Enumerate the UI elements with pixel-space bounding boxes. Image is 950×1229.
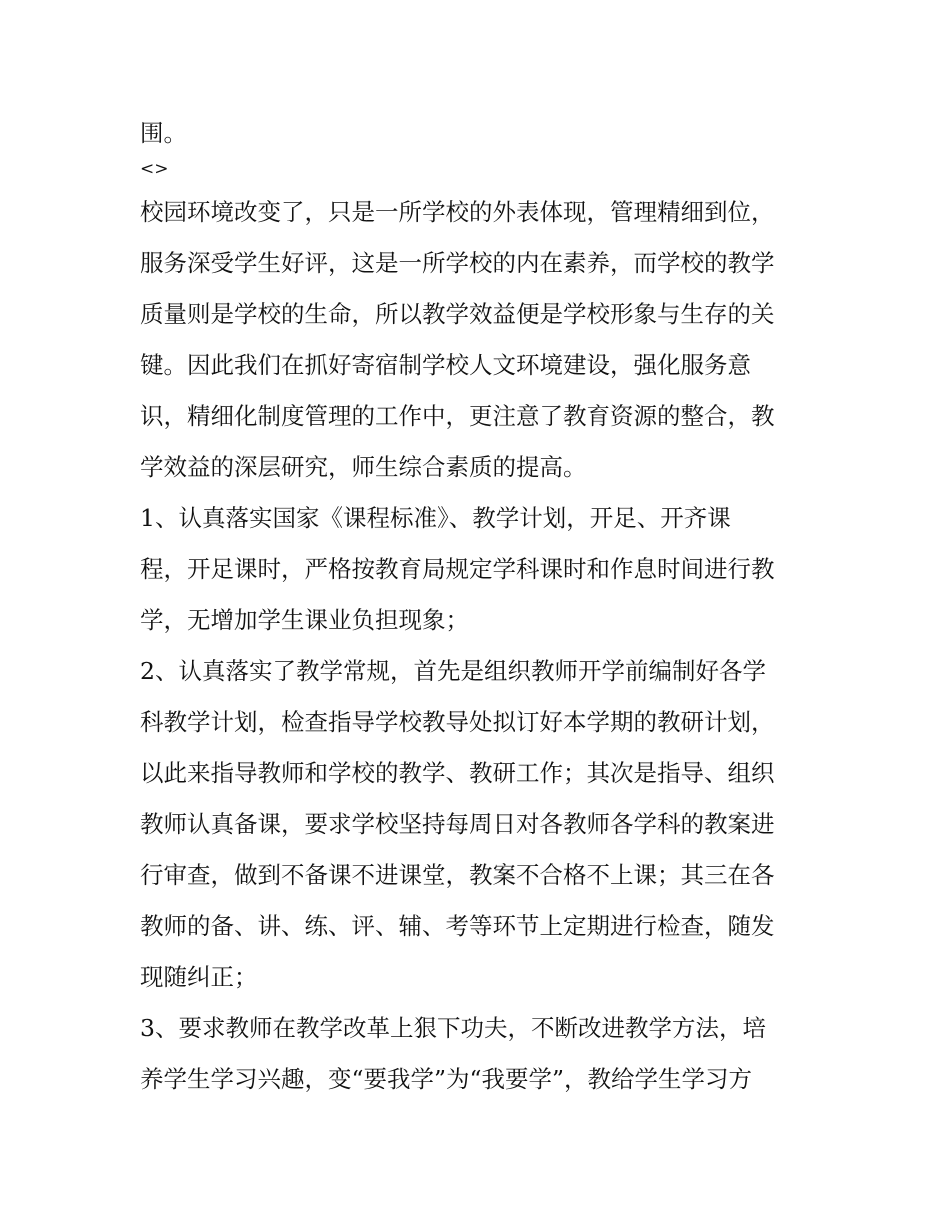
text-line-2: <> bbox=[140, 159, 169, 179]
text-line-15: 教师认真备课，要求学校坚持每周日对各教师各学科的教案进 bbox=[140, 810, 775, 838]
text-line-11: 学，无增加学生课业负担现象； bbox=[140, 606, 469, 634]
text-line-17: 教师的备、讲、练、评、辅、考等环节上定期进行检查，随发 bbox=[140, 912, 775, 940]
text-line-4: 服务深受学生好评，这是一所学校的内在素养，而学校的教学 bbox=[140, 249, 775, 277]
text-line-5: 质量则是学校的生命，所以教学效益便是学校形象与生存的关 bbox=[140, 300, 775, 328]
text-line-16: 行审查，做到不备课不进课堂，教案不合格不上课；其三在各 bbox=[140, 861, 775, 889]
text-line-12: 2、认真落实了教学常规，首先是组织教师开学前编制好各学 bbox=[140, 657, 766, 685]
text-line-14: 以此来指导教师和学校的教学、教研工作；其次是指导、组织 bbox=[140, 759, 775, 787]
text-line-3: 校园环境改变了，只是一所学校的外表体现，管理精细到位， bbox=[140, 198, 775, 226]
text-line-1: 围。 bbox=[140, 119, 187, 147]
text-line-10: 程，开足课时，严格按教育局规定学科课时和作息时间进行教 bbox=[140, 555, 775, 583]
text-line-9: 1、认真落实国家《课程标准》、教学计划，开足、开齐课 bbox=[140, 504, 731, 532]
text-line-7: 识，精细化制度管理的工作中，更注意了教育资源的整合，教 bbox=[140, 402, 775, 430]
document-body bbox=[140, 108, 815, 1105]
text-line-19: 3、要求教师在教学改革上狠下功夫，不断改进教学方法，培 bbox=[140, 1014, 766, 1042]
text-line-18: 现随纠正； bbox=[140, 963, 258, 991]
text-line-13: 科教学计划，检查指导学校教导处拟订好本学期的教研计划， bbox=[140, 708, 775, 736]
text-line-6: 键。因此我们在抓好寄宿制学校人文环境建设，强化服务意 bbox=[140, 351, 751, 379]
text-line-20: 养学生学习兴趣，变“要我学”为“我要学”，教给学生学习方 bbox=[140, 1065, 753, 1093]
text-line-8: 学效益的深层研究，师生综合素质的提高。 bbox=[140, 453, 587, 481]
